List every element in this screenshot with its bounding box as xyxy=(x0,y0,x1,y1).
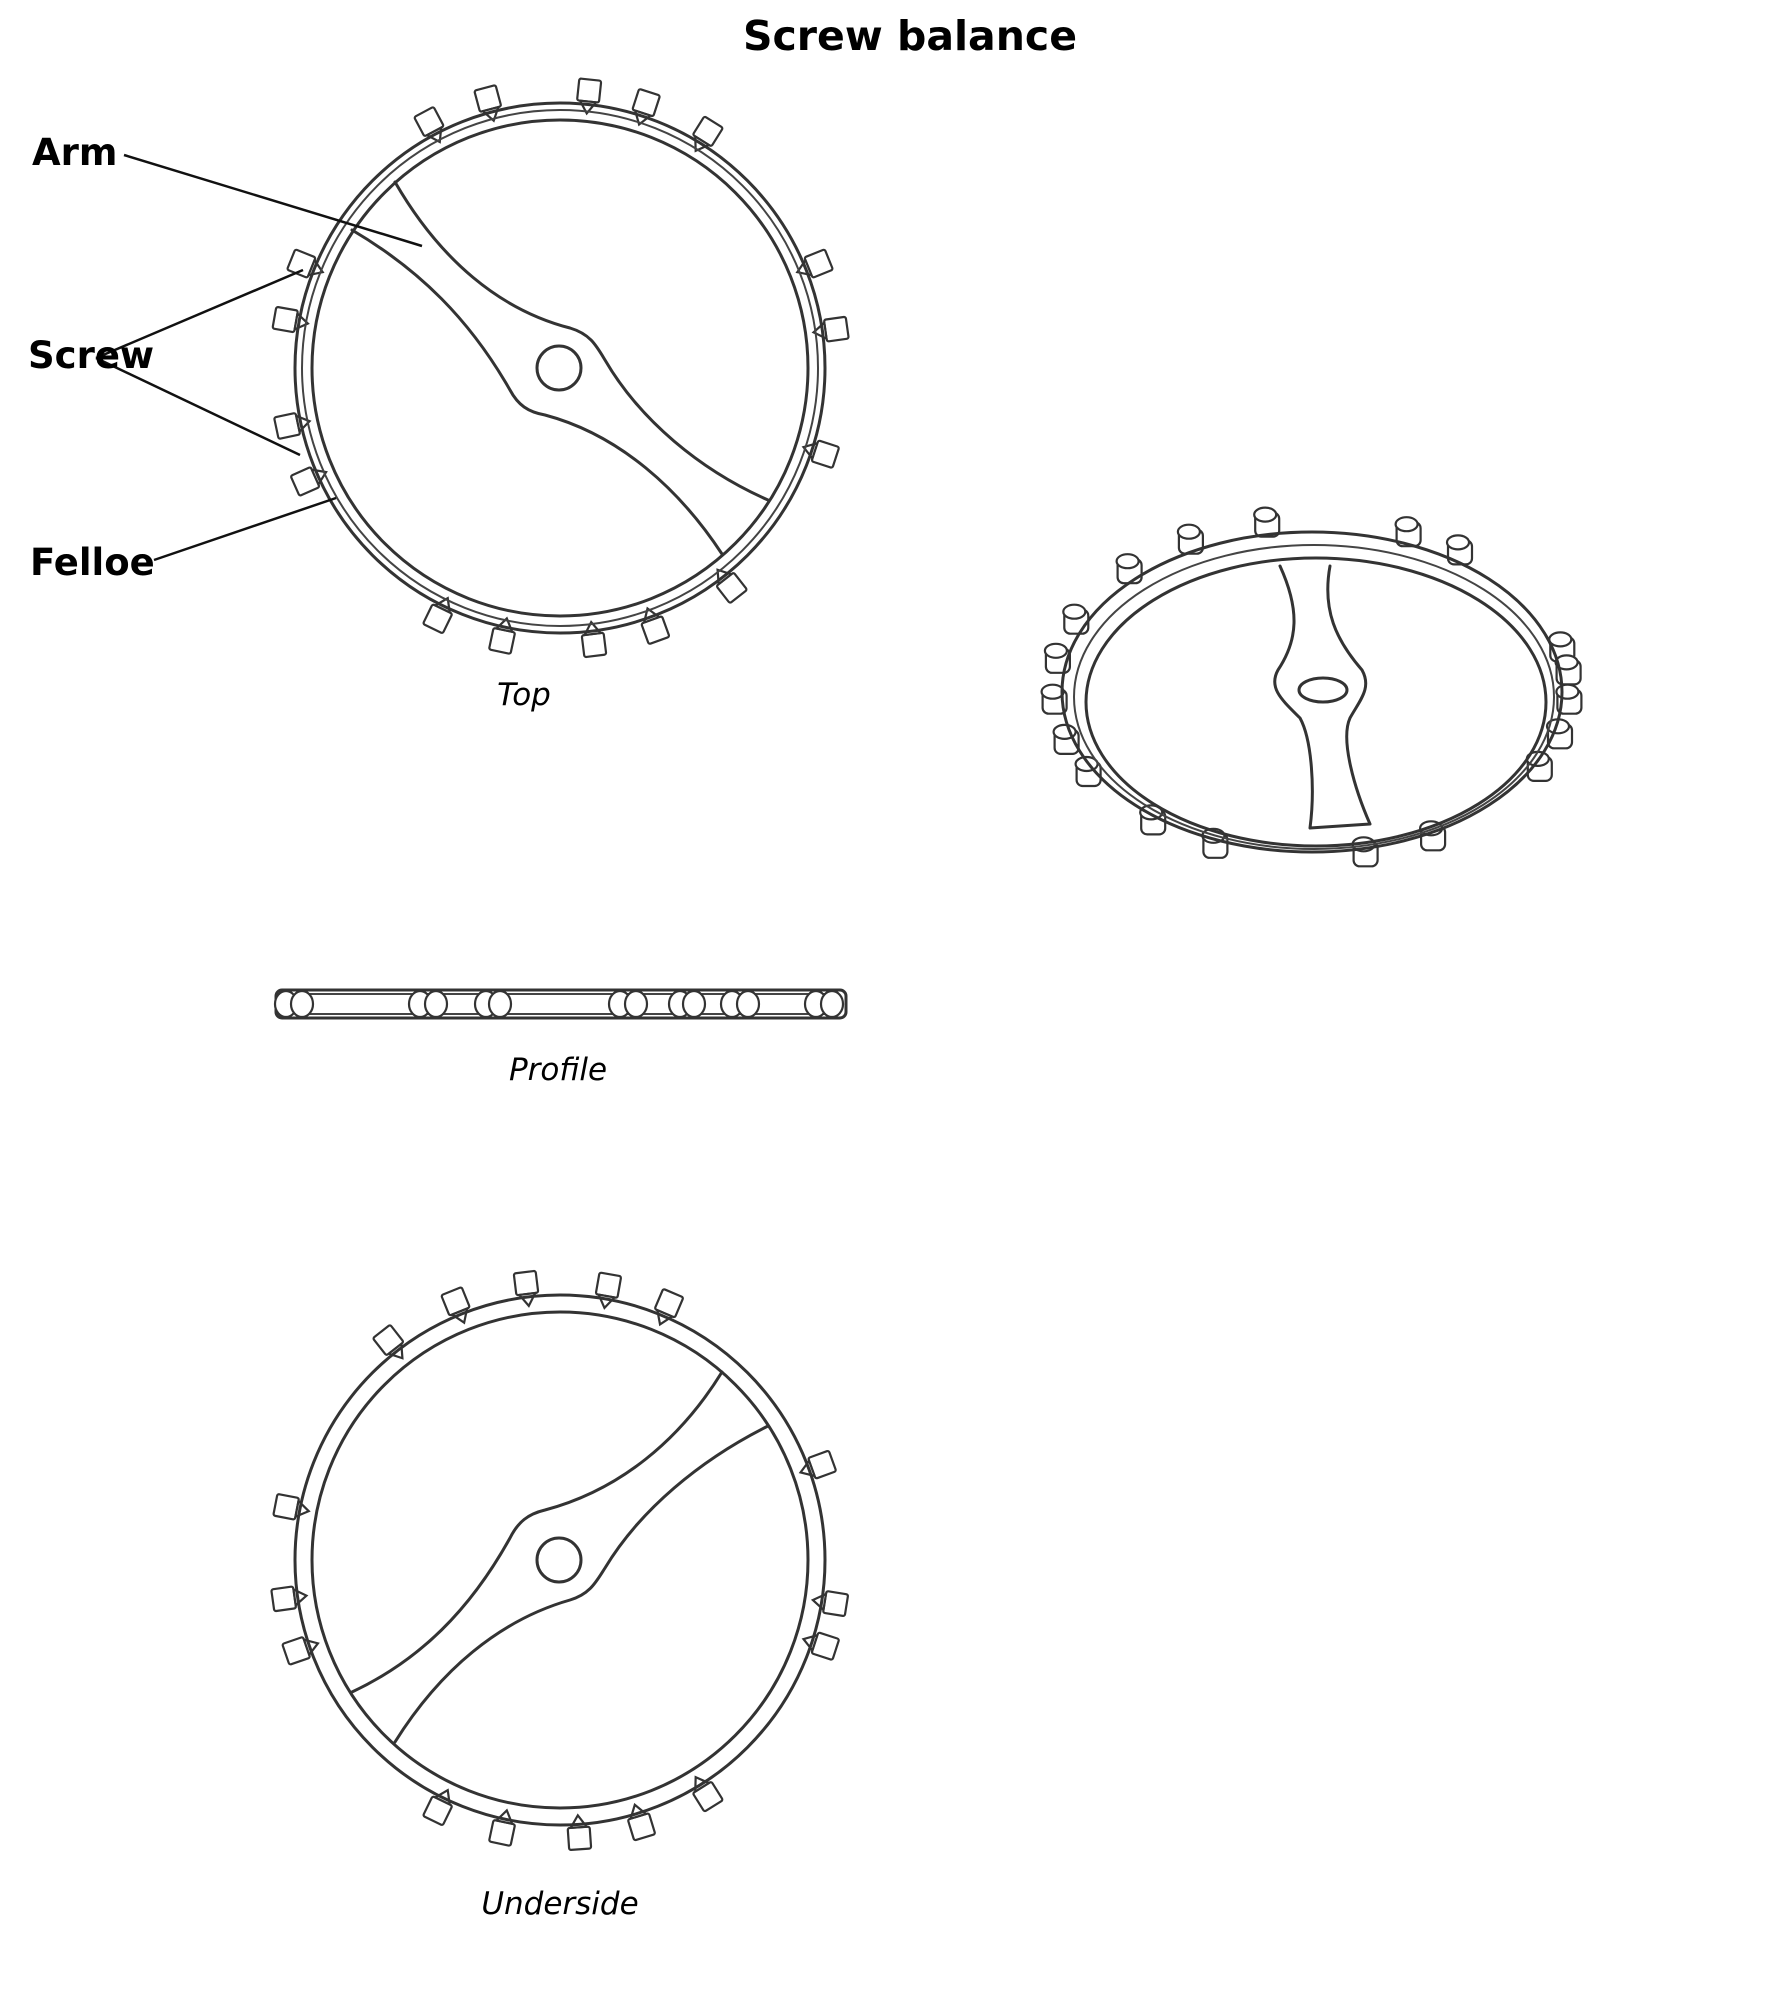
top-felloe-outer xyxy=(295,103,825,633)
profile-view-screw xyxy=(821,991,843,1017)
underside-felloe-inner xyxy=(312,1312,808,1808)
caption-underside: Underside xyxy=(481,1886,639,1922)
underside-view xyxy=(271,1271,848,1850)
underside-view-screw xyxy=(489,1808,518,1846)
underside-felloe-outer xyxy=(295,1295,825,1825)
underside-view-screw xyxy=(811,1589,848,1616)
top-felloe-inner xyxy=(312,120,808,616)
perspective-view-screw xyxy=(1063,605,1088,634)
underside-view-screw xyxy=(273,1494,311,1522)
label-screw: Screw xyxy=(28,334,155,377)
felloe-leader-line xyxy=(154,498,336,560)
caption-profile: Profile xyxy=(508,1052,608,1088)
profile-view-screw xyxy=(737,991,759,1017)
perspective-view xyxy=(1042,508,1582,867)
top-staff-hole xyxy=(537,346,581,390)
profile-view xyxy=(275,990,846,1018)
underside-view-screw xyxy=(514,1271,540,1307)
underside-arm xyxy=(352,1372,768,1742)
top-view xyxy=(272,78,848,657)
underside-view-screw xyxy=(594,1272,622,1309)
underside-view-screw xyxy=(271,1585,308,1612)
profile-view-screw xyxy=(683,991,705,1017)
perspective-arm xyxy=(1275,566,1370,828)
top-view-screw xyxy=(812,317,849,344)
label-arm: Arm xyxy=(32,131,118,174)
label-felloe: Felloe xyxy=(30,541,155,584)
profile-view-screw xyxy=(625,991,647,1017)
top-arm xyxy=(352,182,768,554)
top-view-screw xyxy=(414,107,449,147)
top-felloe-outer-edge xyxy=(302,110,818,626)
top-view-screw xyxy=(580,621,606,657)
caption-top: Top xyxy=(497,677,551,713)
profile-view-screw xyxy=(291,991,313,1017)
perspective-staff-hole xyxy=(1299,678,1347,702)
profile-view-screw xyxy=(489,991,511,1017)
diagram-title: Screw balance xyxy=(742,12,1078,60)
top-view-screw xyxy=(576,78,601,114)
top-view-screws xyxy=(272,78,848,657)
underside-view-screw xyxy=(567,1815,591,1850)
profile-view-screw xyxy=(425,991,447,1017)
underside-staff-hole xyxy=(537,1538,581,1582)
underside-view-screws xyxy=(271,1271,848,1850)
